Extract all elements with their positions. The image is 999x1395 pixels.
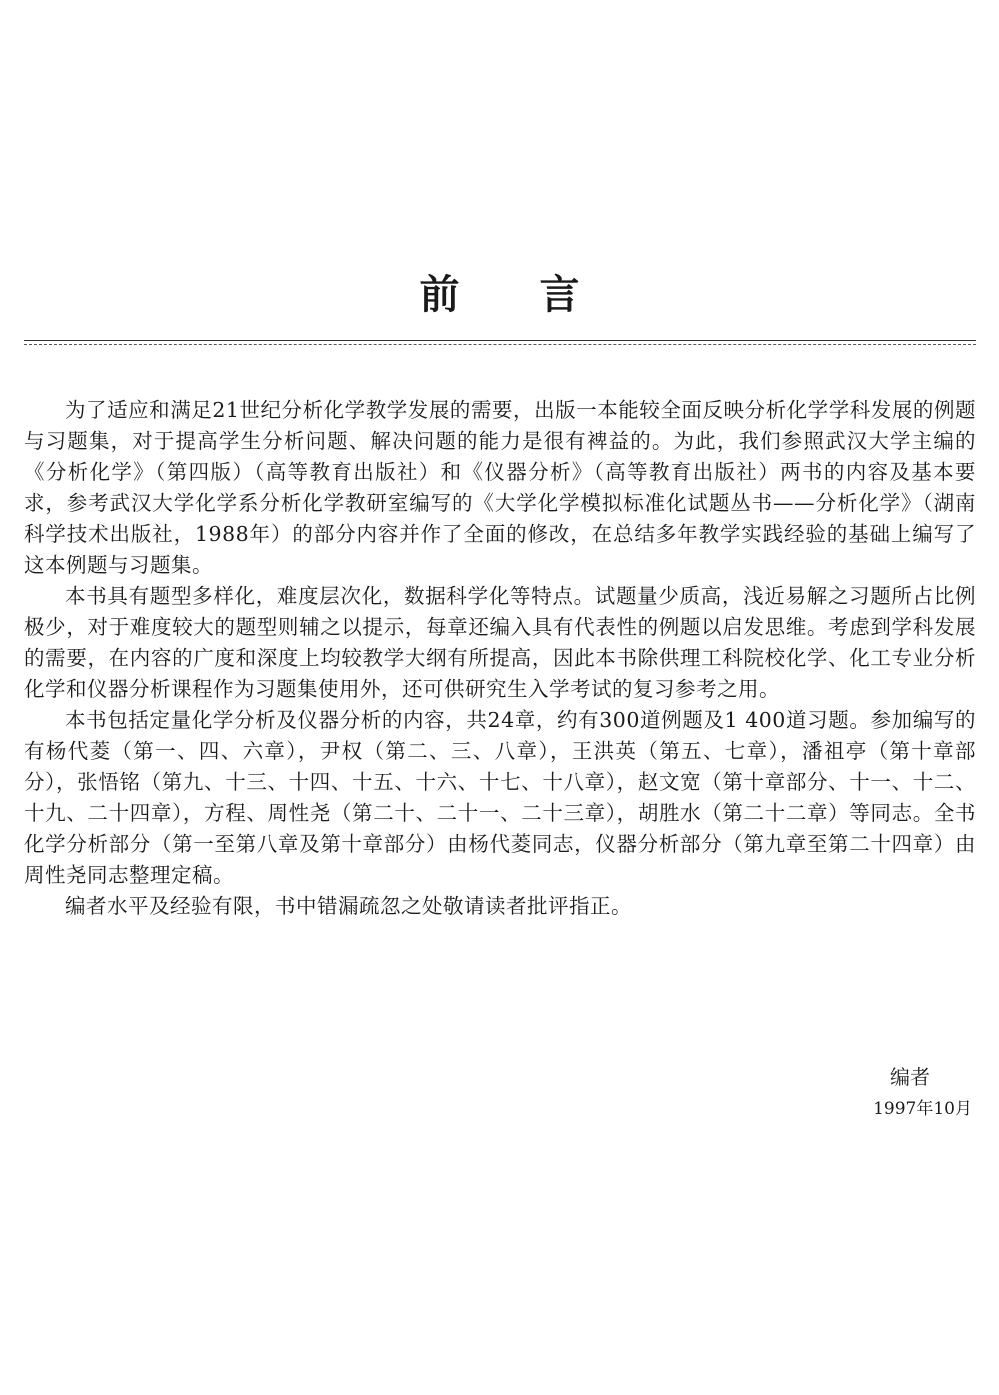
- date: 1997年10月: [873, 1099, 972, 1119]
- preface-body: [24, 395, 976, 922]
- signature: 编者: [890, 1065, 930, 1089]
- paragraph: 为了适应和满足21世纪分析化学教学发展的需要，出版一本能较全面反映分析化学学科发展的例题与习题集，对于提高学生分析问题、解决问题的能力是很有裨益的。为此，我们参照武汉大学主编的《分析化学》（第四版）（高等教育出版社）和《仪器分析》（高等教育出版社）两书的内容及基本要求，参考武汉大学化学系分析化学教研室编写的《大学化学模拟标准化试题丛书——分析化学》（湖南科学技术出版社，1988年）的部分内容并作了全面的修改，在总结多年教学实践经验的基础上编写了这本例题与习题集。: [24, 398, 976, 577]
- page-title: 前 言: [419, 271, 580, 318]
- title-divider: [24, 340, 976, 341]
- title-divider-secondary: [24, 344, 976, 345]
- paragraph: 编者水平及经验有限，书中错漏疏忽之处敬请读者批评指正。: [65, 894, 632, 918]
- paragraph: 本书具有题型多样化，难度层次化，数据科学化等特点。试题量少质高，浅近易解之习题所占比例极少，对于难度较大的题型则辅之以提示，每章还编入具有代表性的例题以启发思维。考虑到学科发展的需要，在内容的广度和深度上均较教学大纲有所提高，因此本书除供理工科院校化学、化工专业分析化学和仪器分析课程作为习题集使用外，还可供研究生入学考试的复习参考之用。: [24, 584, 976, 701]
- paragraph: 本书包括定量化学分析及仪器分析的内容，共24章，约有300道例题及1 400道习题。参加编写的有杨代菱（第一、四、六章），尹权（第二、三、八章），王洪英（第五、七章），潘祖亭（第十章部分），张悟铭（第九、十三、十四、十五、十六、十七、十八章），赵文宽（第十章部分、十一、十二、十九、二十四章），方程、周性尧（第二十、二十一、二十三章），胡胜水（第二十二章）等同志。全书化学分析部分（第一至第八章及第十章部分）由杨代菱同志，仪器分析部分（第九章至第二十四章）由周性尧同志整理定稿。: [24, 708, 976, 887]
